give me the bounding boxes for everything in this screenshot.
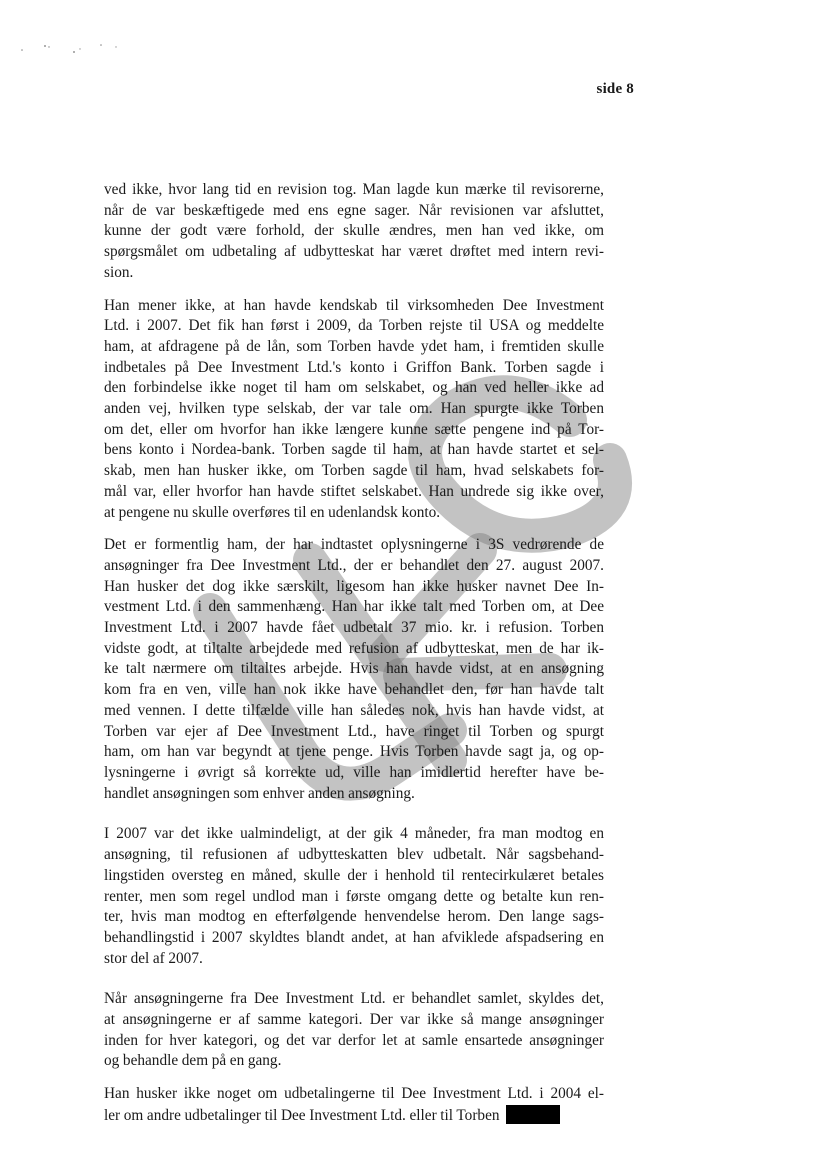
text-line: at pengene nu skulle overføres til en udenlandsk konto.	[104, 503, 441, 521]
text-line-with-redaction	[104, 1105, 604, 1127]
text-line: stor del af 2007.	[104, 949, 203, 967]
text-line: ke talt nærmere om tiltaltes arbejde. Hvis han havde vidst, at en ansøgning	[104, 660, 604, 678]
text-line: inden for hver kategori, og det var derfor let at samle ensartede ansøgninger	[104, 1031, 604, 1049]
text-line: Han mener ikke, at han havde kendskab til virksomheden Dee Investment	[104, 296, 604, 314]
text-line: bens konto i Nordea-bank. Torben sagde til ham, at han havde startet et sel-	[104, 441, 604, 459]
text-line: behandlingstid i 2007 skyldtes blandt andet, at han afviklede afspadsering en	[104, 928, 604, 946]
text-line: anden vej, hvilken type selskab, der var tale om. Han spurgte ikke Torben	[104, 400, 604, 418]
text-line: mål var, eller hvorfor han havde stiftet selskabet. Han undrede sig ikke over,	[104, 482, 604, 500]
text-line: lysningerne i øvrigt så korrekte ud, ville han imidlertid herefter have be-	[104, 763, 604, 781]
text-line: skab, men han husker ikke, om Torben sagde til ham, hvad selskabets for-	[104, 462, 604, 480]
text-line: og behandle dem på en gang.	[104, 1052, 282, 1070]
text-line: ler om andre udbetalinger til Dee Investment Ltd. eller til Torben	[104, 1106, 500, 1124]
text-line: spørgsmålet om udbetaling af udbytteskat har været drøftet med intern revi-	[104, 243, 604, 261]
text-line: vidste godt, at tiltalte arbejdede med refusion af udbytteskat, men de har ik-	[104, 639, 604, 657]
text-line: når de var beskæftigede med ens egne sager. Når revisionen var afsluttet,	[104, 201, 604, 219]
text-line: Ltd. i 2007. Det fik han først i 2009, da Torben rejste til USA og meddelte	[104, 317, 604, 335]
page-number: side 8	[596, 81, 634, 97]
text-line: indbetales på Dee Investment Ltd.'s konto i Griffon Bank. Torben sagde i	[104, 358, 604, 376]
text-line: ter, hvis man modtog en efterfølgende henvendelse herom. Den lange sags-	[104, 908, 604, 926]
paragraph-1	[104, 180, 604, 284]
text-line: Investment Ltd. i 2007 havde fået udbetalt 37 mio. kr. i refusion. Torben	[104, 619, 604, 637]
text-line: kunne der godt være forhold, der skulle ændres, men han ved ikke, om	[104, 222, 604, 240]
text-line: Han husker ikke noget om udbetalingerne til Dee Investment Ltd. i 2004 el-	[104, 1085, 604, 1103]
text-line: Det er formentlig ham, der har indtastet oplysningerne i 3S vedrørende de	[104, 536, 604, 554]
paragraph-6	[104, 1084, 604, 1126]
text-line: I 2007 var det ikke ualmindeligt, at der gik 4 måneder, fra man modtog en	[104, 825, 604, 843]
text-line: renter, men som regel undlod man i første omgang dette og betalte kun ren-	[104, 887, 604, 905]
text-line: ham, om han var begyndt at tjene penge. Hvis Torben havde sagt ja, og op-	[104, 743, 604, 761]
text-line: den forbindelse ikke noget til ham om selskabet, og han ved heller ikke ad	[104, 379, 604, 397]
paragraph-3	[104, 535, 604, 804]
paragraph-2	[104, 296, 604, 524]
paragraph-5	[104, 989, 604, 1072]
text-line: handlet ansøgningen som enhver anden ansøgning.	[104, 784, 415, 802]
text-line: sion.	[104, 263, 134, 281]
text-line: kom fra en ven, ville han nok ikke have behandlet den, før han havde talt	[104, 681, 604, 699]
text-line: vestment Ltd. i den sammenhæng. Han har ikke talt med Torben om, at Dee	[104, 598, 604, 616]
redaction-box	[506, 1105, 560, 1124]
text-line: ansøgninger fra Dee Investment Ltd., der er behandlet den 27. august 2007.	[104, 556, 604, 574]
paragraph-4	[104, 824, 604, 969]
text-line: med vennen. I dette tilfælde ville han således nok, hvis han havde vidst, at	[104, 701, 604, 719]
text-line: ham, at afdragene på de lån, som Torben havde ydet ham, i fremtiden skulle	[104, 337, 604, 355]
text-line: lingstiden oversteg en måned, skulle der i henhold til rentecirkulæret betales	[104, 866, 604, 884]
text-line: at ansøgningerne er af samme kategori. Der var ikke så mange ansøgninger	[104, 1011, 604, 1029]
text-line: Når ansøgningerne fra Dee Investment Ltd. er behandlet samlet, skyldes det,	[104, 990, 604, 1008]
text-line: om det, eller om hvorfor han ikke længere kunne sætte pengene ind på Tor-	[104, 420, 604, 438]
scan-specks	[18, 38, 138, 58]
text-line: ved ikke, hvor lang tid en revision tog. Man lagde kun mærke til revisorerne,	[104, 181, 604, 198]
text-line: Torben var ejer af Dee Investment Ltd., have ringet til Torben og spurgt	[104, 722, 604, 740]
text-line: ansøgning, til refusionen af udbytteskatten blev udbetalt. Når sagsbehand-	[104, 846, 604, 864]
text-line: Han husker det dog ikke særskilt, ligesom han ikke husker navnet Dee In-	[104, 577, 604, 595]
body-text	[104, 180, 604, 1127]
